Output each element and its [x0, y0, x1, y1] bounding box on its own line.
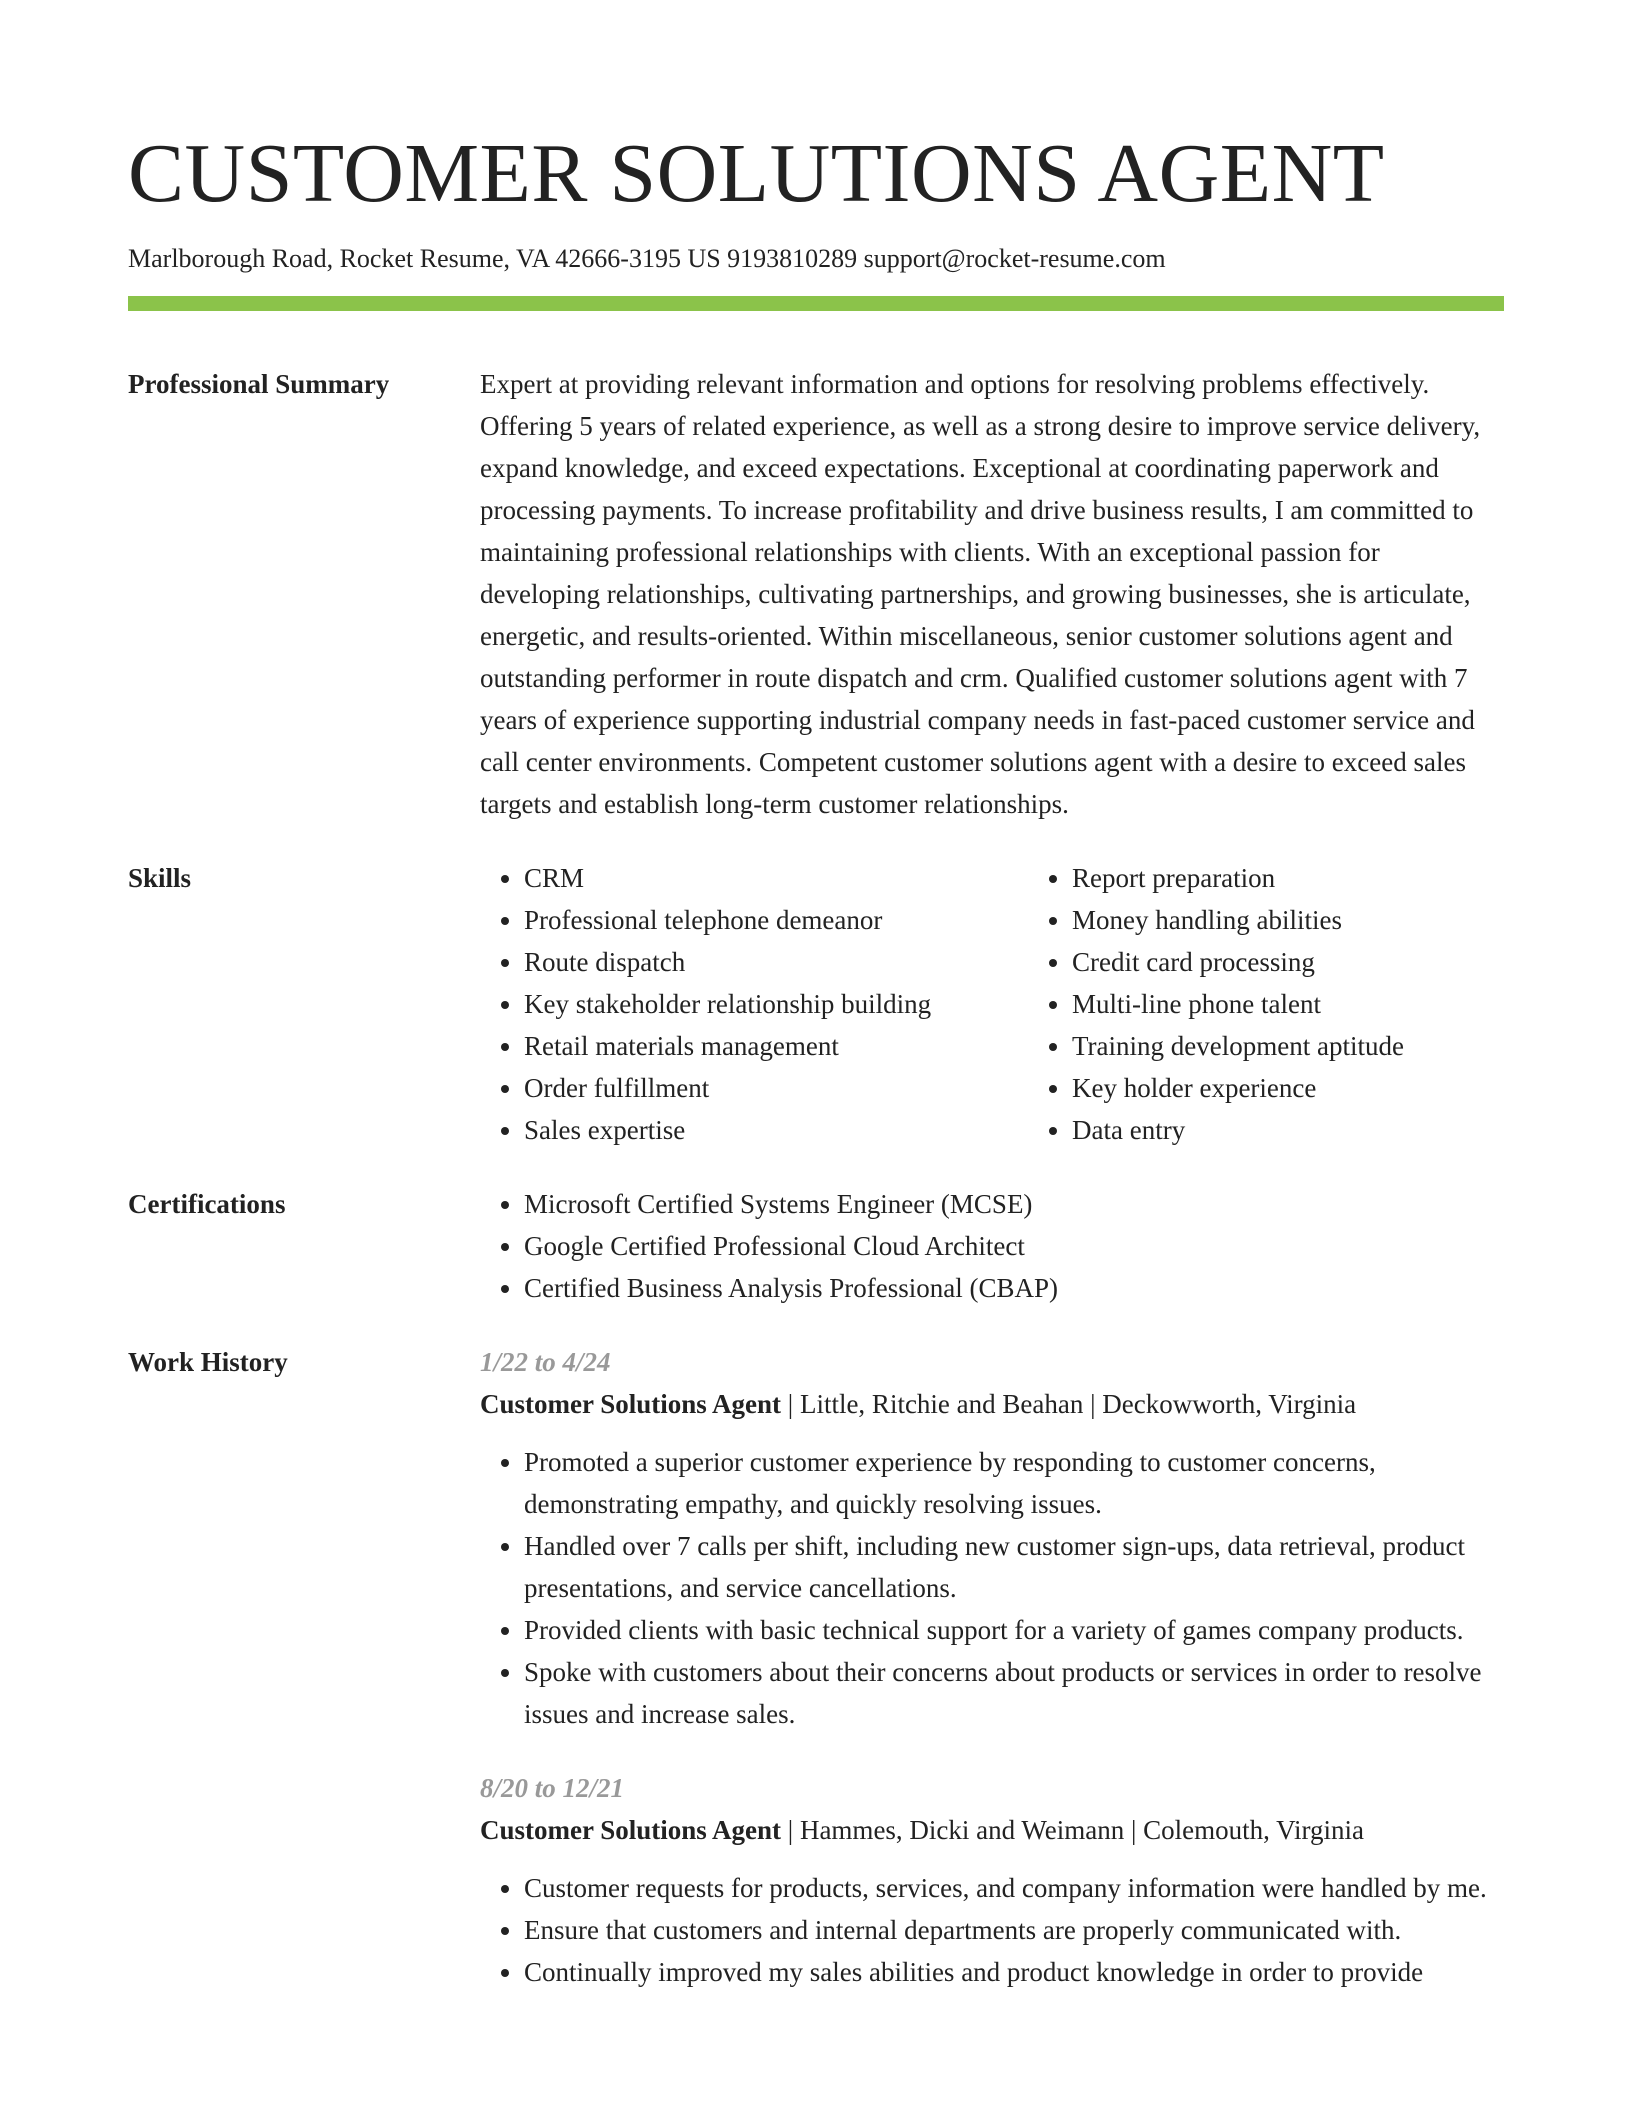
skill-item: • Retail materials management	[524, 1025, 1028, 1067]
skill-item: • Multi-line phone talent	[1072, 983, 1404, 1025]
certifications-list	[480, 1183, 1504, 1309]
skill-item: • Professional telephone demeanor	[524, 899, 1028, 941]
job-bullet: • Ensure that customers and internal departments are properly communicated with.	[524, 1909, 1504, 1951]
certifications-body	[480, 1183, 1504, 1309]
job-title: Customer Solutions Agent	[480, 1815, 782, 1845]
skills-heading: Skills	[128, 863, 192, 893]
skill-item: • CRM	[524, 857, 1028, 899]
skill-item: • Money handling abilities	[1072, 899, 1404, 941]
skill-item: • Report preparation	[1072, 857, 1404, 899]
job-bullets	[480, 1441, 1504, 1735]
summary-section	[128, 363, 1504, 825]
skills-list-left	[480, 857, 1028, 1151]
skill-item: • Key stakeholder relationship building	[524, 983, 1028, 1025]
skill-item: • Credit card processing	[1072, 941, 1404, 983]
certifications-heading: Certifications	[128, 1189, 286, 1219]
job-bullet: • Continually improved my sales abilities and product knowledge in order to provide	[524, 1951, 1504, 1993]
job-bullet: • Provided clients with basic technical support for a variety of games company products.	[524, 1609, 1504, 1651]
summary-text: Expert at providing relevant information and options for resolving problems effectively. Offering 5 years of related experience, as well as a strong desire to improve service delivery, expand knowledge, and exceed expectations. Exceptional at coordinating paperwork and processing payments. To increase profitability and drive business results, I am committed to maintaining professional relationships with clients. With an exceptional passion for developing relationships, cultivating partnerships, and growing businesses, she is articulate, energetic, and results-oriented. Within miscellaneous, senior customer solutions agent and outstanding performer in route dispatch and crm. Qualified customer solutions agent with 7 years of experience supporting industrial company needs in fast-paced customer service and call center environments. Competent customer solutions agent with a desire to exceed sales targets and establish long-term customer relationships.	[480, 369, 1481, 819]
skill-item: • Key holder experience	[1072, 1067, 1404, 1109]
certification-item: • Microsoft Certified Systems Engineer (MCSE)	[524, 1183, 1504, 1225]
skill-item: • Route dispatch	[524, 941, 1028, 983]
work-history-body	[480, 1341, 1504, 2025]
job-dates: 1/22 to 4/24	[480, 1347, 611, 1377]
resume-name: CUSTOMER SOLUTIONS AGENT	[128, 127, 1385, 220]
job-bullet: • Handled over 7 calls per shift, including new customer sign-ups, data retrieval, product presentations, and service cancellations.	[524, 1525, 1504, 1609]
skill-item: • Sales expertise	[524, 1109, 1028, 1151]
skill-item: • Data entry	[1072, 1109, 1404, 1151]
job-entry	[480, 1341, 1504, 1735]
job-details: | Little, Ritchie and Beahan | Deckowworth, Virginia	[781, 1389, 1357, 1419]
certifications-section	[128, 1183, 1504, 1309]
job-dates: 8/20 to 12/21	[480, 1773, 625, 1803]
certification-item: • Certified Business Analysis Professional (CBAP)	[524, 1267, 1504, 1309]
job-bullet: • Customer requests for products, services, and company information were handled by me.	[524, 1867, 1504, 1909]
job-bullet: • Spoke with customers about their concerns about products or services in order to resolve issues and increase sales.	[524, 1651, 1504, 1735]
skills-columns	[480, 857, 1504, 1151]
job-title-line	[480, 1383, 1504, 1425]
skills-section	[128, 857, 1504, 1151]
certification-item: • Google Certified Professional Cloud Architect	[524, 1225, 1504, 1267]
work-history-section	[128, 1341, 1504, 2025]
job-title-line	[480, 1809, 1504, 1851]
skill-item: • Order fulfillment	[524, 1067, 1028, 1109]
job-details: | Hammes, Dicki and Weimann | Colemouth, Virginia	[781, 1815, 1364, 1845]
work-history-heading: Work History	[128, 1347, 288, 1377]
skills-list-right	[1028, 857, 1404, 1151]
job-title: Customer Solutions Agent	[480, 1389, 782, 1419]
contact-line: Marlborough Road, Rocket Resume, VA 42666-3195 US 9193810289 support@rocket-resume.com	[128, 244, 1166, 273]
skill-item: • Training development aptitude	[1072, 1025, 1404, 1067]
job-bullets	[480, 1867, 1504, 1993]
job-entry	[480, 1767, 1504, 1993]
summary-heading: Professional Summary	[128, 369, 390, 399]
job-bullet: • Promoted a superior customer experience by responding to customer concerns, demonstrating empathy, and quickly resolving issues.	[524, 1441, 1504, 1525]
accent-divider	[128, 296, 1504, 311]
